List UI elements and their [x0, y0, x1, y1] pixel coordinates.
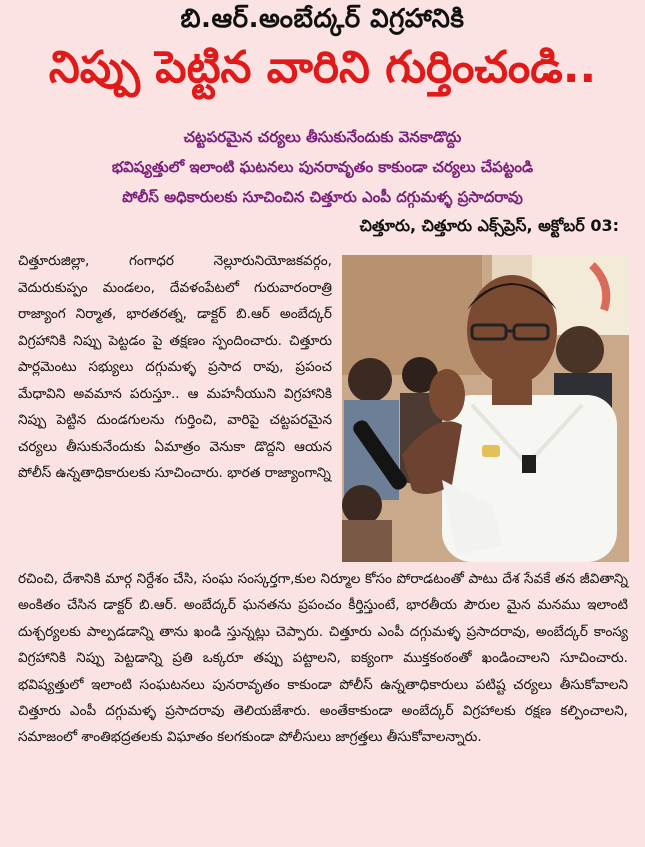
headline: నిప్పు పెట్టిన వారిని గుర్తించండి..	[48, 42, 597, 93]
kicker-title: బి.ఆర్.అంబేద్కర్ విగ్రహానికి	[180, 4, 465, 34]
speaker-photo	[342, 255, 629, 562]
subheading-3: పోలీస్ అధికారులకు సూచించిన చిత్తూరు ఎంపీ దగ్గుమళ్ళ ప్రసాదరావు	[122, 188, 523, 206]
subheading-1: చట్టపరమైన చర్యలు తీసుకునేందుకు వెనకాడొద్దు	[183, 128, 462, 146]
article-body-full-width: రచించి, దేశానికి మార్గ నిర్దేశం చేసి, సంఘ సంస్కర్తగా,కుల నిర్మూల కోసం పోరాడటంతో పాటు దేశ సేవకే తన జీవితాన్ని అంకితం చేసిన డాక్టర్ బి.ఆర్. అంబేద్కర్ ఘనతను ప్రపంచం కీర్తిస్తుంటే, భారతీయ పౌరుల మైన మనము ఇలాంటి దుశ్చర్యలకు పాల్పడడాన్ని తాను ఖండి స్తున్నట్లు చెప్పారు. చిత్తూరు ఎంపీ దగ్గుమళ్ళ ప్రసాదరావు, అంబేద్కర్ కాంస్య విగ్రహానికి నిప్పు పెట్టడాన్ని ప్రతి ఒక్కరూ తప్పు పట్టాలని, ఐక్యంగా ముక్తకంఠంతో ఖండించాలని సూచించారు. భవిష్యత్తులో ఇలాంటి సంఘటనలు పునరావృతం కాకుండా పోలీస్ ఉన్నతాధికారులు పటిష్ట చర్యలు తీసుకోవాలని చిత్తూరు ఎంపీ దగ్గుమళ్ళ ప్రసాదరావు తెలియజేశారు. అంతేకాకుండా అంబేద్కర్ విగ్రహాలకు రక్షణ కల్పించాలని, సమాజంలో శాంతిభద్రతలకు విఘాతం కలగకుండా పోలీసులు జాగ్రత్తలు తీసుకోవాలన్నారు.	[18, 571, 628, 746]
subheading-2: భవిష్యత్తులో ఇలాంటి ఘటనలు పునరావృతం కాకుండా చర్యలు చేపట్టండి	[111, 158, 534, 176]
dateline: చిత్తూరు, చిత్తూరు ఎక్స్‌ప్రెస్, అక్టోబర్ 03:	[359, 216, 619, 235]
article-body-column: చిత్తూరుజిల్లా, గంగాధర నెల్లూరునియోజకవర్గం, వెదురుకుప్పం మండలం, దేవళంపేటలో గురువారంరాత్రి రాజ్యాంగ నిర్మాత, భారతరత్న, డాక్టర్ బి.ఆర్ అంబేద్కర్ విగ్రహానికి నిప్పు పెట్టడం పై తక్షణం స్పందించారు. చిత్తూరు పార్లమెంటు సభ్యులు దగ్గుమళ్ళ ప్రసాద రావు, ప్రపంచ మేధావిని అవమాన పరుస్తూ.. ఆ మహనీయుని విగ్రహానికి నిప్పు పెట్టిన దుండగులను గుర్తించి, వారిపై చట్టపరమైన చర్యలు తీసుకునేందుకు ఏమాత్రం వెనుకా డొద్దని ఆయన పోలీస్ ఉన్నతాధికారులకు సూచించారు. భారత రాజ్యాంగాన్ని	[18, 253, 332, 481]
